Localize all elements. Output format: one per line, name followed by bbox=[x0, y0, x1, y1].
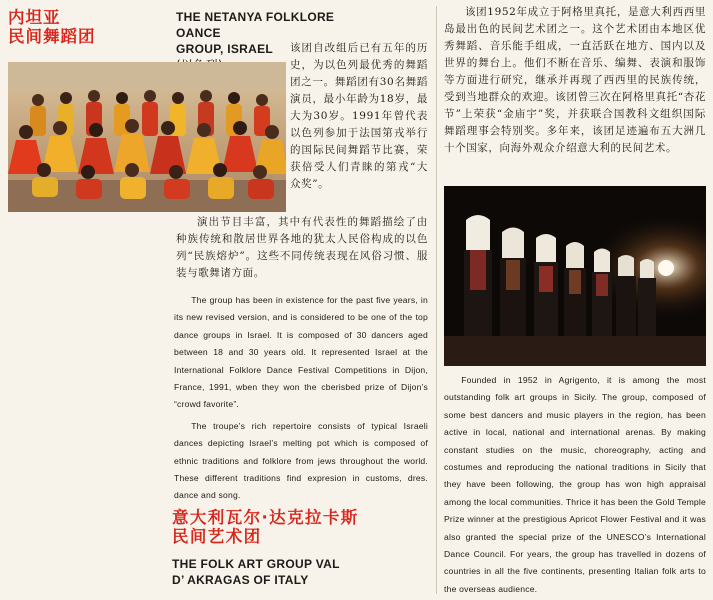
israel-cn-title-line2: 民间舞蹈团 bbox=[8, 27, 96, 47]
israel-en-paragraph-1: The group has been in existence for the past five years, in its new revised version, and is considered to be one of the top dance groups in Israel. It is composed of 30 dancers aged between 18 and 30 years old. It represented Israel at the International Folklore Dance Festival Competitions in Dijon, France, 1991, wben they won the cberisbed prize of Dijon’s “crowd favorite”. bbox=[174, 295, 428, 410]
israel-cn-wide-text: 演出节目丰富，其中有代表性的舞蹈描绘了由种族传统和散居世界各地的犹太人民俗构成的以色列“民族熔炉”。这些不同传统表现在风俗习惯、服装与歌舞诸方面。 bbox=[176, 216, 428, 279]
israel-cn-title bbox=[8, 8, 96, 47]
italy-en-paragraph-1: Founded in 1952 in Agrigento, it is among the most outstanding folk art groups in Sicily. The group, composed of some best dancers and music players in the region, has been active in local, national and international arenas. By making constant studies on the music, choreography, acting and costumes and reproducing the national traditions in Sicily that they have been following, the group has won high appraisal among the local communities. Thrice it has been the Gold Temple Prize winner at the prestigious Apricot Flower Festival and it was also granted the special prize of the UNESCO’s International Dance Council. For years, the group has travelled in dozens of countries in all the five continents, presenting Italian folk arts to the overseas audience. bbox=[444, 375, 706, 594]
column-divider bbox=[436, 6, 437, 594]
israel-en-title-line2: GROUP, ISRAEL bbox=[176, 42, 274, 56]
italy-en-text bbox=[444, 372, 706, 598]
italy-cn-text: 该团1952年成立于阿格里真托，是意大利西西里岛最出色的民间艺术团之一。这个艺术团由本地区优秀舞蹈、音乐能手组成，一直活跃在地方、国内以及世界的舞台上。他们不断在音乐、编舞、表演和服饰等方面进行研究，继承并再现了西西里的民族传统，受到当地群众的欢迎。该团曾三次在阿格里真托“杏花节”上荣获“金庙宇”奖，并获联合国教科文组织国际舞蹈理事会特别奖。多年来，该团足迹遍布五大洲几十个国家，向海外观众介绍意大利的民间艺术。 bbox=[444, 6, 706, 154]
italy-cn-title-line2: 民间艺术团 bbox=[172, 527, 262, 547]
italy-cn-title bbox=[172, 508, 359, 547]
israel-en-title-line1: THE NETANYA FOLKLORE OANCE bbox=[176, 10, 335, 40]
israel-en-paragraph-2: The troupe’s rich repertoire consists of typical Israeli dances depicting Israel’s melting pot which is composed of ethnic traditions and folklore from jews throughout the world. These different traditions find expresion in customs, dres. dance and song. bbox=[174, 420, 428, 501]
italy-dancers-illustration bbox=[444, 186, 706, 366]
italy-dancers-photo bbox=[444, 186, 706, 366]
italy-en-title-line1: THE FOLK ART GROUP VAL bbox=[172, 557, 340, 571]
israel-dancers-photo bbox=[8, 62, 286, 212]
israel-dancers-illustration bbox=[8, 62, 286, 212]
israel-cn-narrow-text: 该团自改组后已有五年的历史，为以色列最优秀的舞蹈团之一。舞蹈团有30名舞蹈演员，最小年龄为18岁，最大为30岁。1991年曾代表以色列参加于法国第戎举行的国际民间舞蹈节比赛，荣获倍受人们青睐的第戎“大众奖”。 bbox=[290, 42, 428, 190]
israel-en-text bbox=[174, 292, 428, 505]
italy-en-title bbox=[172, 556, 426, 588]
italy-en-title-line2: D’ AKRAGAS OF ITALY bbox=[172, 573, 309, 587]
italy-cn-title-line1: 意大利瓦尔·达克拉卡斯 bbox=[172, 508, 359, 527]
israel-cn-title-line1: 内坦亚 bbox=[8, 8, 61, 27]
